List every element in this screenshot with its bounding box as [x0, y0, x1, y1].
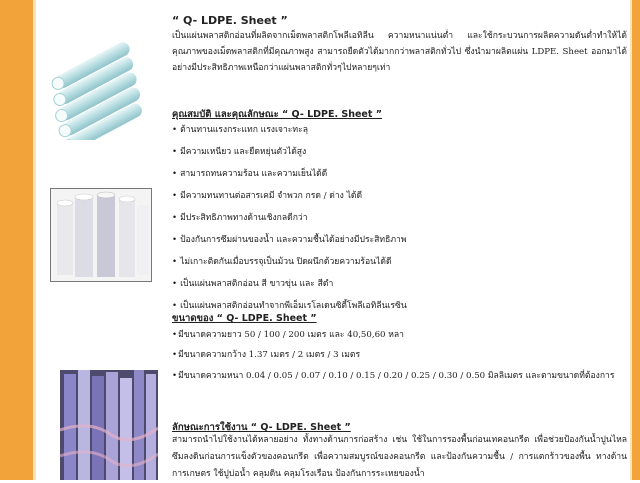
property-item: • ไม่เกาะติดกันเมื่อบรรจุเป็นม้วน ปิดผนึกด้วยความร้อนได้ดี [172, 251, 627, 273]
right-page-border-accent [630, 0, 632, 480]
property-item: • ต้านทานแรงกระแทก แรงเจาะทะลุ [172, 119, 627, 141]
left-page-border [0, 0, 33, 480]
sizes-list [172, 325, 627, 385]
right-page-border [632, 0, 640, 480]
property-item: • เป็นแผ่นพลาสติกอ่อน สี ขาวขุ่น และ สีดำ [172, 273, 627, 295]
photo-stacked-film-rolls [50, 40, 148, 140]
property-item: • มีความทนทานต่อสารเคมี จำพวก กรด / ด่าง ได้ดี [172, 185, 627, 207]
product-title: “ Q- LDPE. Sheet ” [172, 14, 288, 27]
product-description: เป็นแผ่นพลาสติกอ่อนที่ผลิตจากเม็ดพลาสติกโพลีเอทิลีน ความหนาแน่นต่ำ และใช้กระบวนการผลิตความดันต่ำทำให้ได้คุณภาพของเม็ดพลาสติกที่มีคุณภาพสูง สามารถยืดตัวได้มากกว่าพลาสติกทั่วไป ซึ่งนำมาผลิตแผ่น LDPE. Sheet ออกมาได้อย่างมีประสิทธิภาพเหนือกว่าแผ่นพลาสติกทั่วๆไปหลายๆเท่า [172, 31, 627, 73]
size-item: • มีขนาดความกว้าง 1.37 เมตร / 2 เมตร / 3 เมตร [172, 345, 627, 365]
left-page-border-accent [33, 0, 36, 480]
properties-list [172, 119, 627, 317]
photo-standing-white-rolls [50, 188, 152, 282]
size-item: • มีขนาดความหนา 0.04 / 0.05 / 0.07 / 0.10 / 0.15 / 0.20 / 0.25 / 0.30 / 0.50 มิลลิเมตร และตามขนาดที่ต้องการ [172, 367, 627, 385]
property-item: • มีความเหนียว และยืดหยุ่นตัวได้สูง [172, 141, 627, 163]
property-item: • มีประสิทธิภาพทางด้านเชิงกลดีกว่า [172, 207, 627, 229]
property-item: • สามารถทนความร้อน และความเย็นได้ดี [172, 163, 627, 185]
usage-heading: ลักษณะการใช้งาน “ Q- LDPE. Sheet ” [172, 422, 351, 433]
usage-description: สามารถนำไปใช้งานได้หลายอย่าง ทั้งทางด้านการก่อสร้าง เช่น ใช้ในการรองพื้นก่อนเทคอนกรีต เพื่อช่วยป้องกันน้ำปูนไหลซึมลงดินก่อนการแข็งตัวของคอนกรีต เพื่อความสมบูรณ์ของคอนกรีต และป้องกันความชื้น / การแตกร้าวของพื้น ทางด้านการเกษตร ใช้ปูบ่อน้ำ คลุมดิน คลุมโรงเรือน ป้องกันการระเหยของน้ำ [172, 435, 627, 479]
size-item: • มีขนาดความยาว 50 / 100 / 200 เมตร และ 40,50,60 หลา [172, 325, 627, 345]
sizes-heading: ขนาดของ “ Q- LDPE. Sheet ” [172, 313, 317, 324]
property-item: • เป็นแผ่นพลาสติกอ่อนทำจากพีเอ็มเรโลเดนซิตี้โพลีเอทิลีนเรซิน [172, 295, 627, 317]
photo-colored-film-rolls [60, 370, 158, 480]
property-item: • ป้องกันการซึมผ่านของน้ำ และความชื้นได้อย่างมีประสิทธิภาพ [172, 229, 627, 251]
properties-heading: คุณสมบัติ และคุณลักษณะ “ Q- LDPE. Sheet ” [172, 109, 382, 120]
